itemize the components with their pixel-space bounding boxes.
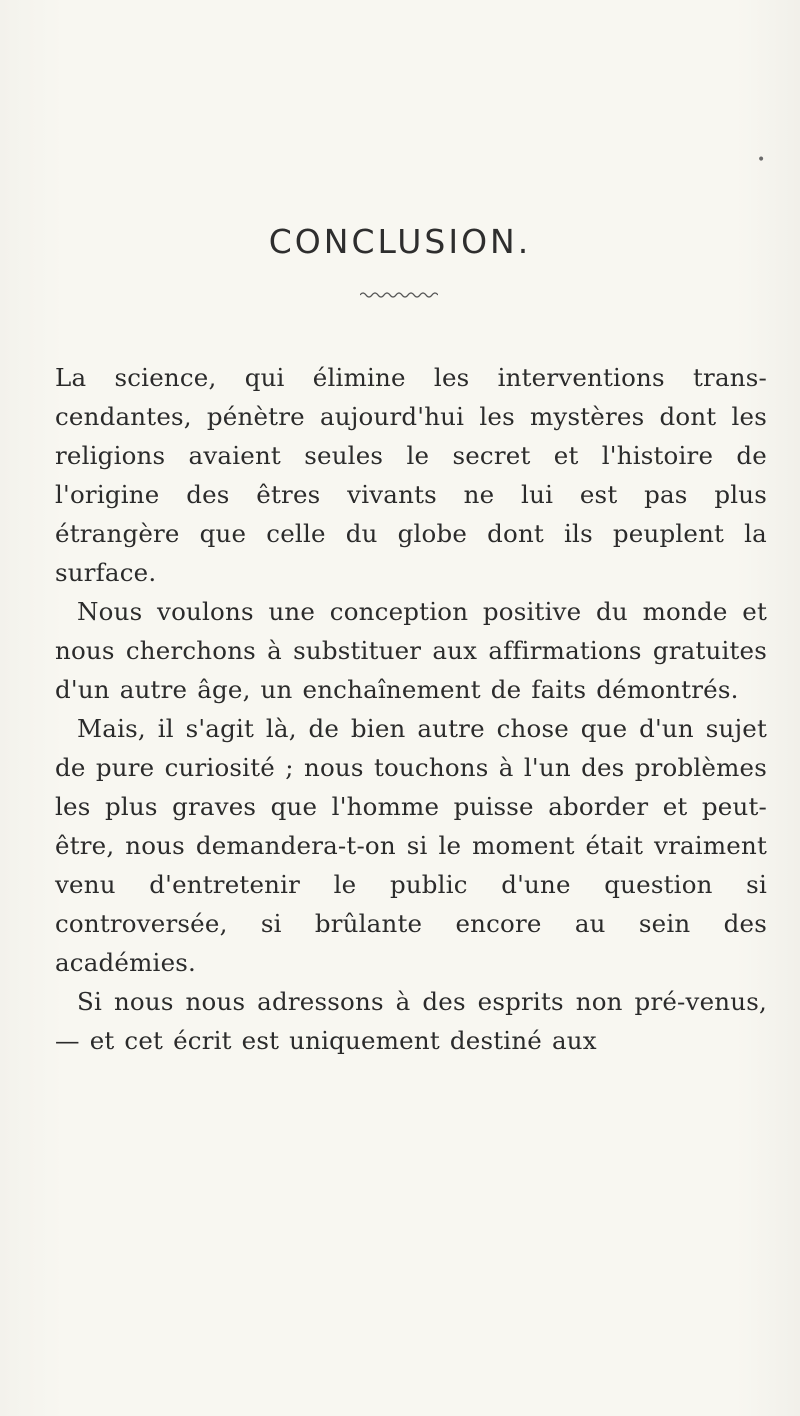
chapter-title: CONCLUSION. — [268, 222, 532, 261]
page-speck: • — [757, 152, 766, 168]
paragraph-4: Si nous nous adressons à des esprits non pré-venus, — et cet écrit est uniquement destiné aux — [55, 987, 767, 1055]
paragraph-1: La science, qui élimine les interventions trans-cendantes, pénètre aujourd'hui les mystères dont les religions avaient seules le secret et l'histoire de l'origine des êtres vivants ne lui est pas plus étrangère que celle du globe dont ils peuplent la surface. — [55, 363, 767, 587]
body-text — [55, 358, 767, 1060]
wavy-rule-ornament — [360, 290, 438, 300]
paragraph-2: Nous voulons une conception positive du monde et nous cherchons à substituer aux affirmations gratuites d'un autre âge, un enchaînement de faits démontrés. — [55, 597, 767, 704]
paragraph-3: Mais, il s'agit là, de bien autre chose que d'un sujet de pure curiosité ; nous touchons à l'un des problèmes les plus graves que l'homme puisse aborder et peut-être, nous demandera-t-on si le moment était vraiment venu d'entretenir le public d'une question si controversée, si brûlante encore au sein des académies. — [55, 714, 767, 977]
